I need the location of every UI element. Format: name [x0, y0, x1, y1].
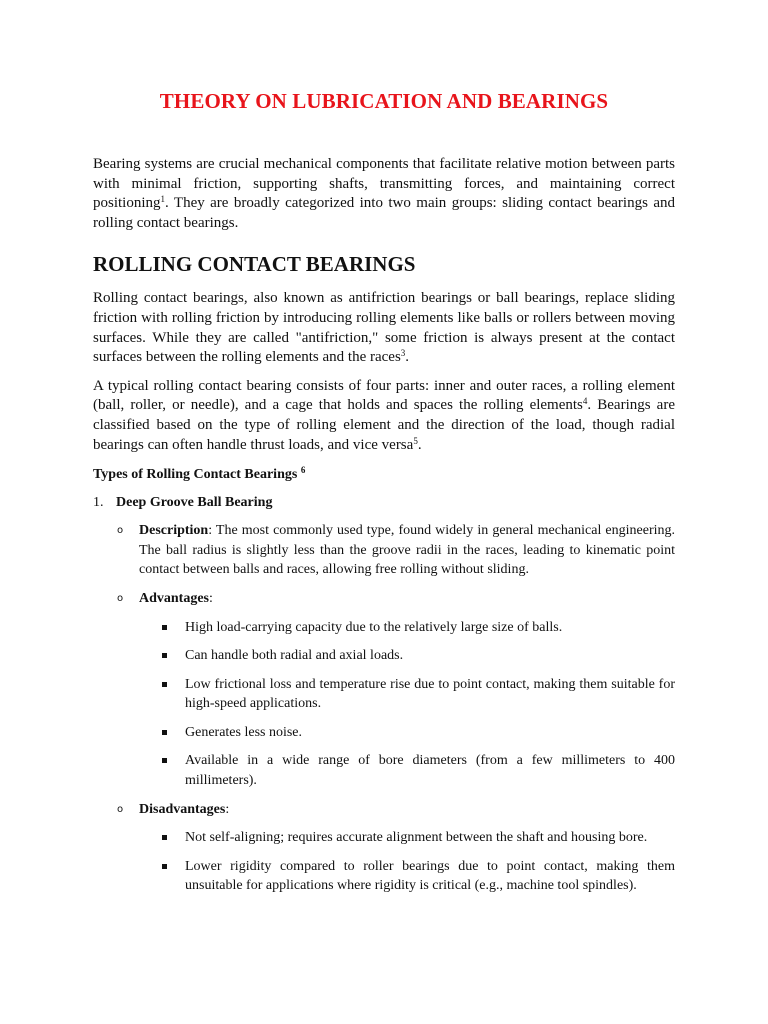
description-label: Description	[139, 523, 209, 539]
paragraph-text: .	[405, 349, 410, 366]
paragraph-bearing-parts	[93, 377, 675, 455]
footnote-ref: 6	[300, 465, 306, 476]
circle-bullet-icon: o	[117, 803, 124, 815]
disadvantage-text: Not self-aligning; requires accurate alignment between the shaft and housing bore.	[185, 830, 648, 846]
list-number: 1.	[93, 495, 104, 511]
footnote-ref: 3	[400, 348, 406, 359]
square-bullet-icon	[162, 625, 167, 630]
intro-text-a: Bearing systems are crucial mechanical components that facilitate relative motion between parts with minimal friction, supporting shafts, transmitting forces, and maintaining correct positioning	[93, 156, 675, 212]
description-bullet	[93, 521, 675, 580]
colon: :	[209, 590, 213, 606]
disadvantages-heading	[139, 800, 675, 820]
paragraph-text: .	[417, 436, 422, 453]
square-bullet-icon	[162, 653, 167, 658]
document-title: THEORY ON LUBRICATION AND BEARINGS	[159, 89, 609, 113]
intro-text-b: . They are broadly categorized into two main groups: sliding contact bearings and rolling contact bearings.	[93, 195, 675, 231]
advantage-item	[93, 646, 675, 666]
advantage-item	[93, 751, 675, 790]
advantage-text: High load-carrying capacity due to the relatively large size of balls.	[185, 619, 563, 635]
circle-bullet-icon: o	[117, 592, 124, 604]
advantage-item	[93, 618, 675, 638]
advantages-heading	[139, 589, 675, 609]
document-page	[93, 0, 675, 896]
square-bullet-icon	[162, 835, 167, 840]
square-bullet-icon	[162, 758, 167, 763]
square-bullet-icon	[162, 730, 167, 735]
intro-paragraph	[93, 155, 675, 233]
paragraph-text: Rolling contact bearings, also known as antifriction bearings or ball bearings, replace sliding friction with rolling friction by introducing rolling elements like balls or rollers between moving surfaces. While they are called "antifriction," some friction is always present at the contact surfaces between the rolling elements and the races	[93, 290, 675, 366]
paragraph-text: A typical rolling contact bearing consists of four parts: inner and outer races, a rolling element (ball, roller, or needle), and a cage that holds and spaces the rolling elements	[93, 377, 675, 414]
circle-bullet-icon: o	[117, 525, 124, 537]
footnote-ref: 4	[582, 396, 588, 407]
subheading-text: Types of Rolling Contact Bearings	[93, 467, 298, 483]
description-text	[139, 521, 675, 580]
footnote-ref: 1	[160, 194, 166, 205]
advantage-text: Generates less noise.	[185, 724, 303, 740]
disadvantages-label: Disadvantages	[139, 801, 226, 817]
advantage-text: Available in a wide range of bore diameters (from a few millimeters to 400 millimeters).	[185, 753, 675, 789]
disadvantage-item	[93, 828, 675, 848]
square-bullet-icon	[162, 682, 167, 687]
paragraph-text: . Bearings are classified based on the type of rolling element and the direction of the load, though radial bearings can often handle thrust loads, and vice versa	[93, 397, 675, 453]
advantage-text: Low frictional loss and temperature rise due to point contact, making them suitable for high-speed applications.	[185, 676, 675, 712]
colon: :	[225, 801, 230, 817]
types-subheading	[93, 465, 675, 484]
disadvantages-bullet	[93, 800, 675, 820]
square-bullet-icon	[162, 864, 167, 869]
disadvantage-text: Lower rigidity compared to roller bearings due to point contact, making them unsuitable for applications where rigidity is critical (e.g., machine tool spindles).	[185, 858, 675, 894]
section-heading: ROLLING CONTACT BEARINGS	[93, 252, 416, 277]
footnote-ref: 5	[413, 435, 418, 446]
advantages-label: Advantages	[139, 590, 210, 606]
advantages-bullet	[93, 589, 675, 609]
numbered-item-1	[93, 493, 675, 512]
disadvantage-item	[93, 857, 675, 896]
description-body: : The most commonly used type, found widely in general mechanical engineering. The ball radius is slightly less than the groove radii in the races, leading to kinematic point contact between balls and races, allowing free rolling without sliding.	[139, 523, 675, 578]
advantage-text: Can handle both radial and axial loads.	[185, 648, 404, 664]
list-item-title: Deep Groove Ball Bearing	[116, 495, 273, 511]
advantage-item	[93, 675, 675, 714]
paragraph-rolling-intro	[93, 289, 675, 367]
advantage-item	[93, 723, 675, 743]
